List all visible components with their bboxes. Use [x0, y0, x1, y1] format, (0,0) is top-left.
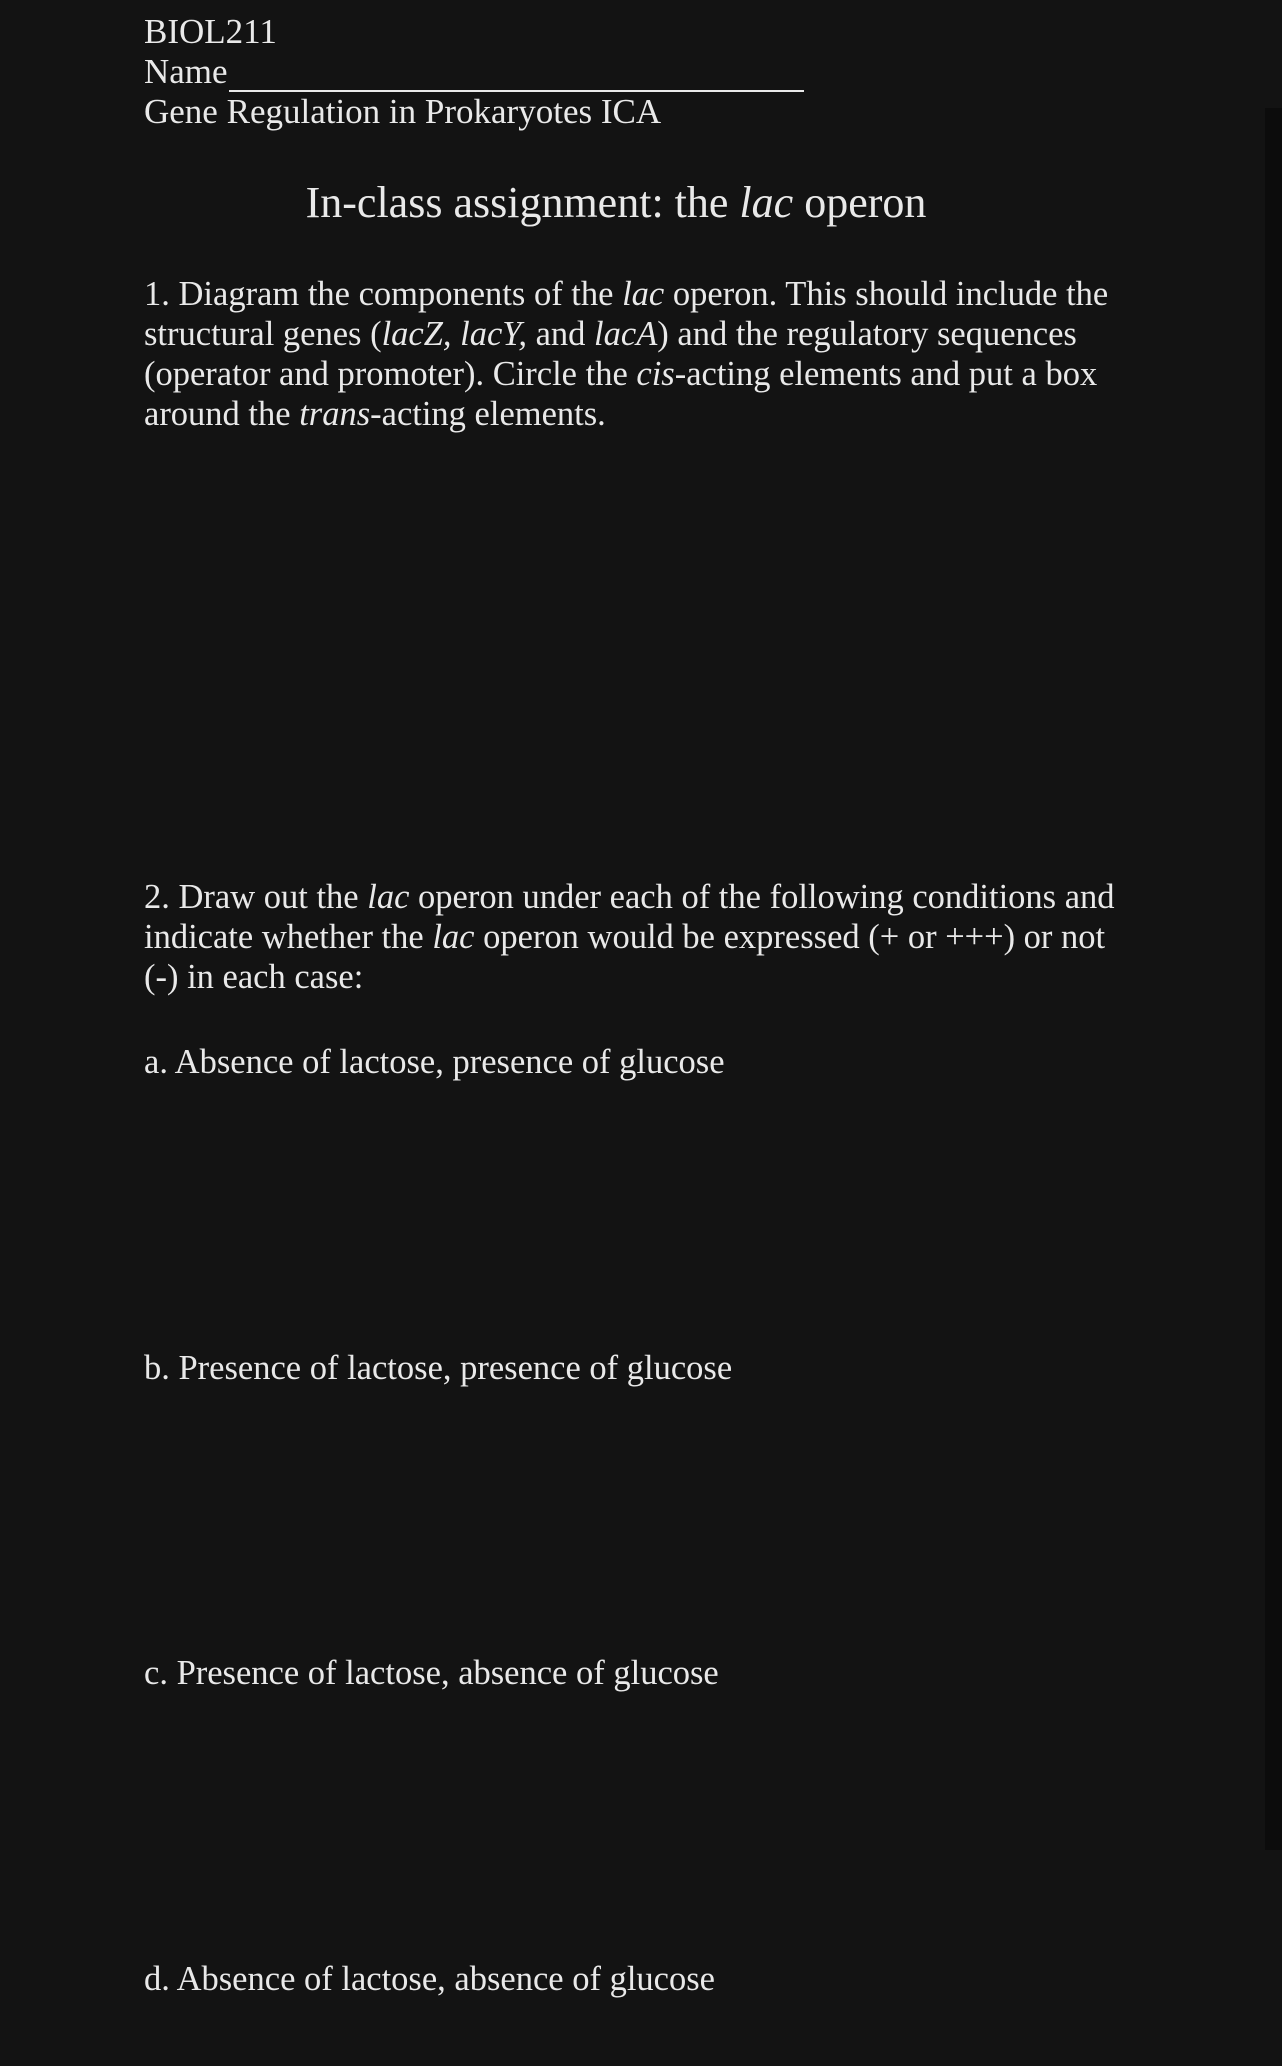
course-code: BIOL211: [144, 12, 277, 51]
condition-c: c. Presence of lactose, absence of glucose: [144, 1654, 719, 1692]
page-edge-strip: [1265, 108, 1282, 1850]
condition-b: b. Presence of lactose, presence of glucose: [144, 1349, 733, 1387]
question-2-line-1: 2. Draw out the lac operon under each of the following conditions and: [144, 878, 1115, 916]
question-2-line-2: indicate whether the lac operon would be expressed (+ or +++) or not: [144, 918, 1106, 956]
assignment-subtitle: Gene Regulation in Prokaryotes ICA: [144, 92, 662, 131]
question-1: [144, 274, 1144, 434]
question-1-line-4: around the trans-acting elements.: [144, 395, 606, 433]
condition-a: a. Absence of lactose, presence of glucose: [144, 1043, 725, 1081]
question-2: [144, 877, 1144, 997]
name-blank-line: [229, 56, 804, 92]
name-field: [144, 52, 804, 92]
question-1-line-1: 1. Diagram the components of the lac operon. This should include the: [144, 275, 1109, 313]
page-title: In-class assignment: the lac operon: [305, 178, 927, 227]
question-1-line-2: structural genes (lacZ, lacY, and lacA) and the regulatory sequences: [144, 315, 1077, 353]
condition-d: d. Absence of lactose, absence of glucose: [144, 1960, 715, 1998]
question-2-line-3: (-) in each case:: [144, 958, 364, 996]
question-1-line-3: (operator and promoter). Circle the cis-acting elements and put a box: [144, 355, 1098, 393]
name-label: Name: [144, 52, 228, 91]
